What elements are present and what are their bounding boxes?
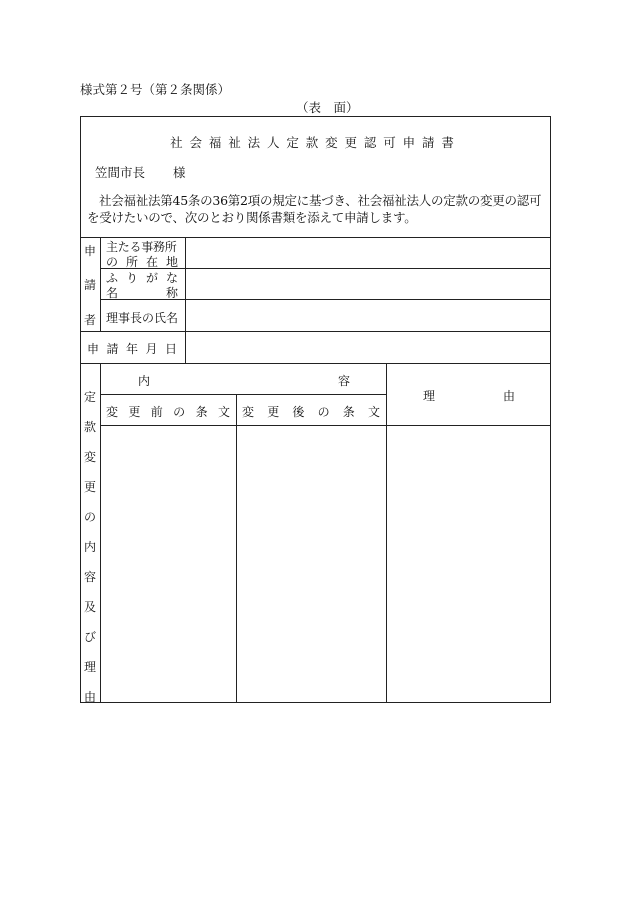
- after-header-char: 更: [267, 405, 280, 419]
- reason-header-char: 由: [502, 389, 515, 403]
- divider-changes-label: [100, 363, 101, 703]
- after-header-char: 後: [292, 405, 305, 419]
- before-header-char: 変: [106, 405, 119, 419]
- changes-label-char: 及: [83, 600, 96, 614]
- date-label-char: 請: [106, 342, 119, 356]
- date-label-char: 月: [145, 342, 158, 356]
- reason-header-char: 理: [423, 389, 436, 403]
- before-header-char: 文: [217, 405, 230, 419]
- after-header: [242, 403, 380, 420]
- name-label: [106, 284, 178, 301]
- after-header-char: の: [317, 405, 330, 419]
- divider-applicant-label: [100, 237, 101, 331]
- divider-reason: [386, 363, 387, 703]
- date-label-char: 年: [125, 342, 138, 356]
- before-header-char: 前: [150, 405, 163, 419]
- content-header-char: 内: [138, 374, 151, 388]
- office-label-char: 所: [125, 255, 138, 269]
- changes-label-char: 款: [83, 420, 96, 434]
- content-header: [138, 372, 350, 389]
- divider-content-header: [100, 394, 386, 395]
- office-label-line2: [106, 253, 178, 270]
- content-header-char: 容: [337, 374, 350, 388]
- addressee-name: 笠間市長: [95, 165, 146, 180]
- changes-label-char: 内: [83, 540, 96, 554]
- divider-applicant-bottom: [80, 331, 551, 332]
- divider-applicant-value: [185, 237, 186, 363]
- after-header-char: 文: [367, 405, 380, 419]
- before-header-char: の: [173, 405, 186, 419]
- chairman-label: 理事長の氏名: [106, 311, 179, 325]
- name-label-char: 称: [165, 286, 178, 300]
- changes-label-char: 変: [83, 450, 96, 464]
- applicant-label-char: 者: [83, 313, 96, 327]
- applicant-label-char: 申: [83, 244, 96, 258]
- divider-before-after: [236, 394, 237, 703]
- office-label-line1: 主たる事務所: [106, 240, 177, 254]
- before-header-char: 条: [195, 405, 208, 419]
- furigana-label-char: な: [165, 271, 178, 285]
- form-number: 様式第２号（第２条関係）: [80, 82, 231, 97]
- furigana-label-char: り: [125, 271, 138, 285]
- changes-label-char: 由: [83, 690, 96, 704]
- reason-header: [423, 387, 515, 404]
- office-label-char: の: [106, 255, 119, 269]
- date-label: [87, 340, 177, 357]
- after-header-char: 変: [242, 405, 255, 419]
- changes-label-char: の: [83, 510, 96, 524]
- changes-label-char: 容: [83, 570, 96, 584]
- changes-label-char: 理: [83, 660, 96, 674]
- changes-label-char: 定: [83, 390, 96, 404]
- before-header: [106, 403, 230, 420]
- divider-date-row: [80, 363, 551, 364]
- name-label-char: 名: [106, 286, 119, 300]
- page-side-label: （表 面）: [296, 100, 359, 115]
- furigana-label-char: が: [145, 271, 158, 285]
- changes-label-char: 更: [83, 480, 96, 494]
- divider-changes-header: [100, 425, 551, 426]
- changes-label-char: び: [83, 630, 96, 644]
- addressee-honorific: 様: [173, 165, 186, 180]
- date-label-char: 申: [87, 342, 100, 356]
- application-statement: 社会福祉法第45条の36第2項の規定に基づき、社会福祉法人の定款の変更の認可を受けたいので、次のとおり関係書類を添えて申請します。: [87, 193, 542, 225]
- office-label-char: 在: [145, 255, 158, 269]
- applicant-label-char: 請: [83, 278, 96, 292]
- form-title: 社会福祉法人定款変更認可申請書: [170, 135, 461, 150]
- after-header-char: 条: [342, 405, 355, 419]
- before-header-char: 更: [128, 405, 141, 419]
- date-label-char: 日: [164, 342, 177, 356]
- office-label-char: 地: [165, 255, 178, 269]
- furigana-label-char: ふ: [106, 271, 119, 285]
- addressee: [95, 163, 186, 181]
